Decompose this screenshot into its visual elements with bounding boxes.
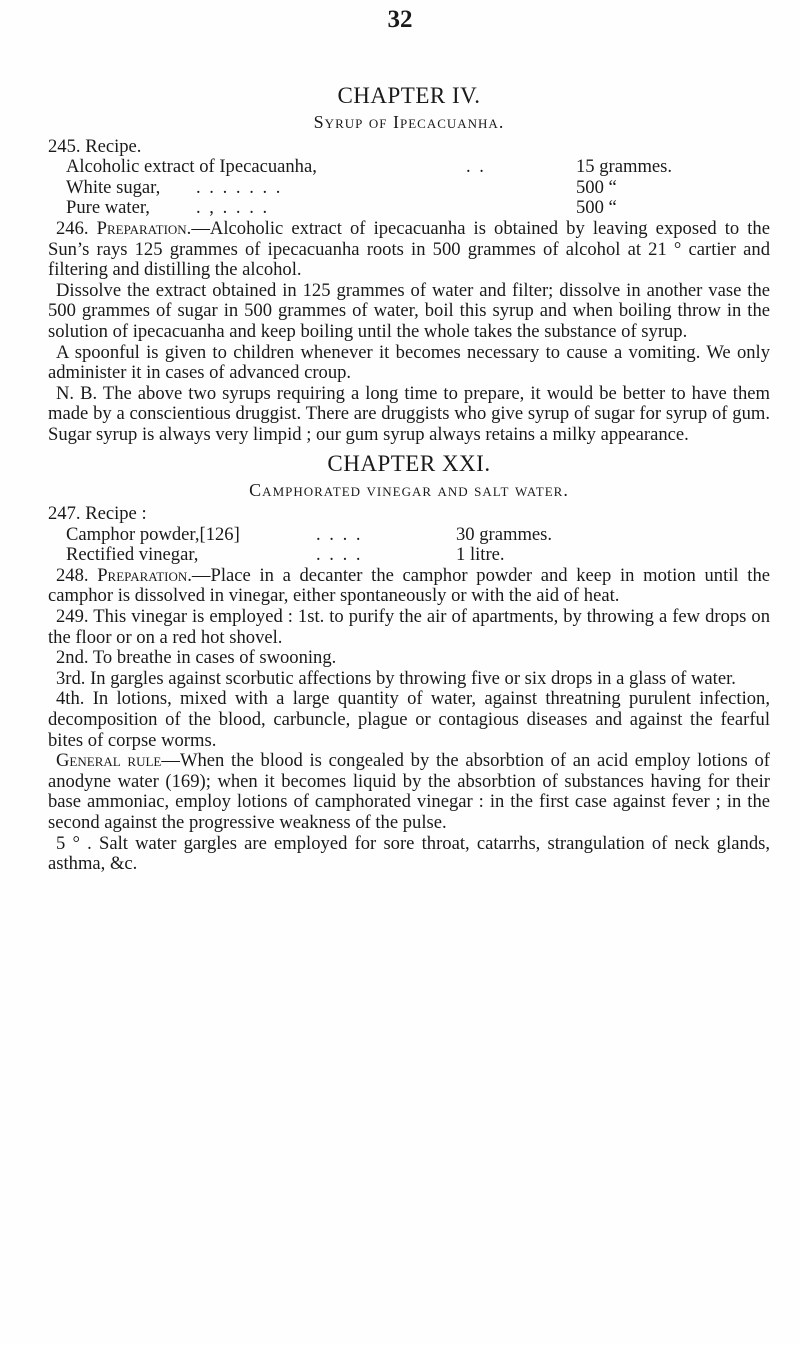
- chapter-iv-title: CHAPTER IV.: [337, 83, 481, 108]
- paragraph-label: 248. Preparation.: [56, 564, 192, 586]
- page-number: 32: [387, 6, 413, 33]
- ingredient-row: [48, 545, 770, 566]
- paragraph-3rd: 3rd. In gargles against scorbutic affections by throwing five or six drops in a glass of water.: [56, 667, 736, 689]
- chapter-iv-subtitle: Syrup of Ipecacuanha.: [313, 112, 505, 132]
- ingredient-name: Alcoholic extract of Ipecacuanha,: [66, 156, 317, 178]
- ingredient-row: [48, 198, 770, 219]
- paragraph-spoonful: A spoonful is given to children whenever it becomes necessary to cause a vomiting. We only administer it in cases of advanced croup.: [48, 341, 770, 384]
- ingredient-row: [48, 178, 770, 199]
- ingredient-name: White sugar,: [66, 176, 161, 198]
- paragraph-nb: N. B. The above two syrups requiring a long time to prepare, it would be better to have them made by a conscientious druggist. There are druggists who give syrup of sugar for syrup of gum. Sugar syrup is always very limpid ; our gum syrup always retains a milky appearance.: [48, 382, 770, 445]
- paragraph-label: 246. Preparation.: [56, 217, 192, 239]
- ingredient-name: Rectified vinegar,: [66, 544, 199, 566]
- leader-dots: . . . . . . .: [196, 176, 283, 198]
- paragraph-dissolve: Dissolve the extract obtained in 125 grammes of water and filter; dissolve in another vase the 500 grammes of sugar in 500 grammes of water, boil this syrup and when boiling throw in the solution of ipecacuanha and keep boiling until the whole takes the substance of syrup.: [48, 279, 770, 342]
- leader-dots: . . . .: [316, 544, 363, 566]
- page-text-column: [48, 84, 770, 875]
- chapter-xxi-title: CHAPTER XXI.: [327, 450, 491, 476]
- ingredient-quantity: 15 grammes.: [576, 156, 673, 178]
- ingredient-quantity: 30 grammes.: [456, 523, 553, 545]
- paragraph-248: [48, 566, 770, 607]
- paragraph-249: 249. This vinegar is employed : 1st. to purify the air of apartments, by throwing a few drops on the floor or on a red hot shovel.: [48, 606, 770, 648]
- ingredient-quantity: 1 litre.: [456, 544, 505, 566]
- ingredient-name: Pure water,: [66, 197, 150, 219]
- recipe-245-heading: 245. Recipe.: [48, 135, 142, 157]
- paragraph-label: General rule: [56, 750, 162, 772]
- ingredient-quantity: 500 “: [576, 197, 617, 219]
- leader-dots: . . . .: [316, 523, 363, 545]
- paragraph-general-rule: [48, 751, 770, 833]
- leader-dots: . , . . . .: [196, 197, 270, 219]
- recipe-247-heading: 247. Recipe :: [48, 503, 147, 525]
- chapter-xxi-subtitle: Camphorated vinegar and salt water.: [249, 479, 569, 500]
- ingredient-quantity: 500 “: [576, 176, 617, 198]
- ingredient-row: [48, 525, 770, 546]
- paragraph-text: —When the blood is congealed by the absorbtion of an acid employ lotions of anodyne water (169); when it becomes liquid by the absorbtion of substances having for their base ammoniac, employ lotions of camphorated vinegar : in the first case against fever ; in the second against the progressive weakness of the pulse.: [48, 750, 770, 833]
- paragraph-246: [48, 219, 770, 281]
- ingredient-name: Camphor powder,[126]: [66, 523, 240, 545]
- paragraph-2nd: 2nd. To breathe in cases of swooning.: [56, 647, 337, 669]
- paragraph-text: —Place in a decanter the camphor powder and keep in motion until the camphor is dissolved in vinegar, either spontaneously or with the aid of heat.: [48, 564, 770, 607]
- ingredient-row: [48, 157, 770, 178]
- paragraph-4th: 4th. In lotions, mixed with a large quantity of water, against threatning purulent infection, decomposition of the blood, carbuncle, plague or contagious diseases and against the fearful bites of corpse worms.: [48, 688, 770, 751]
- paragraph-5: 5 ° . Salt water gargles are employed for sore throat, catarrhs, strangulation of neck glands, asthma, &c.: [48, 832, 770, 875]
- leader-dots: . .: [466, 156, 486, 178]
- paragraph-text: —Alcoholic extract of ipecacuanha is obtained by leaving exposed to the Sun’s rays 125 grammes of ipecacuanha roots in 500 grammes of alcohol at 21 ° cartier and filtering and distilling the alcohol.: [48, 217, 770, 281]
